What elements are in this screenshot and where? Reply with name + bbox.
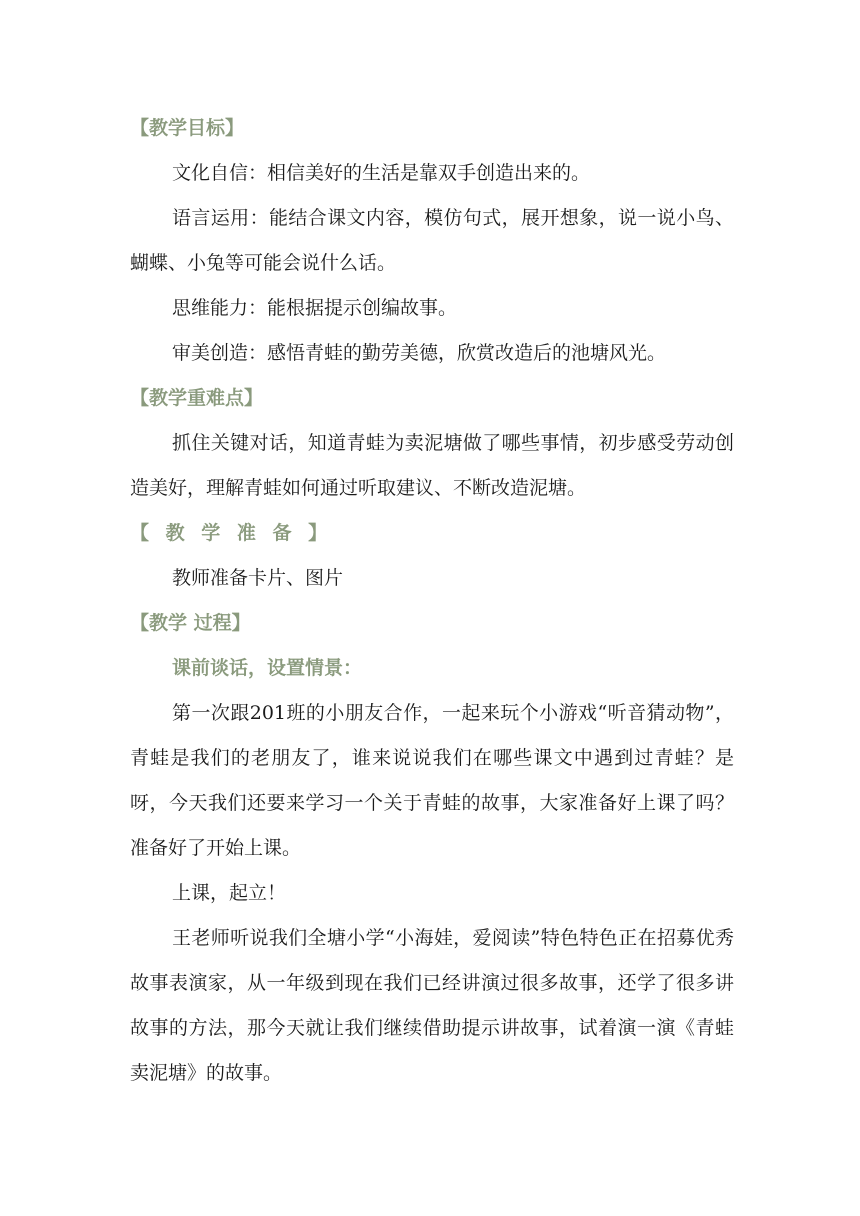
goal-language: 语言运用：能结合课文内容，模仿句式，展开想象，说一说小鸟、蝴蝶、小兔等可能会说什么话。 (130, 207, 734, 274)
process-paragraph-story: 王老师听说我们全塘小学“小海娃，爱阅读”特色特色正在招募优秀故事表演家，从一年级到现在我们已经讲演过很多故事，还学了很多讲故事的方法，那今天就让我们继续借助提示讲故事，试着演一演《青蛙卖泥塘》的故事。 (130, 927, 734, 1084)
key-points-heading: 【教学重难点】 (130, 387, 264, 409)
key-points-text: 抓住关键对话，知道青蛙为卖泥塘做了哪些事情，初步感受劳动创造美好，理解青蛙如何通过听取建议、不断改造泥塘。 (130, 432, 734, 499)
preparation-text: 教师准备卡片、图片 (172, 567, 344, 589)
process-paragraph-intro: 第一次跟201班的小朋友合作，一起来玩个小游戏“听音猜动物”，青蛙是我们的老朋友了，谁来说说我们在哪些课文中遇到过青蛙？是呀，今天我们还要来学习一个关于青蛙的故事，大家准备好上课了吗？准备好了开始上课。 (130, 702, 734, 859)
goal-culture: 文化自信：相信美好的生活是靠双手创造出来的。 (172, 162, 591, 184)
goal-thinking: 思维能力：能根据提示创编故事。 (172, 297, 458, 319)
process-paragraph-stand: 上课，起立！ (172, 882, 287, 904)
goals-heading: 【教学目标】 (130, 117, 245, 139)
process-subheading: 课前谈话，设置情景： (172, 657, 363, 679)
goal-aesthetic: 审美创造：感悟青蛙的勤劳美德，欣赏改造后的池塘风光。 (172, 342, 667, 364)
preparation-heading: 【 教 学 准 备 】 (130, 522, 333, 544)
document-page (130, 106, 734, 1096)
process-heading: 【教学 过程】 (130, 612, 251, 634)
